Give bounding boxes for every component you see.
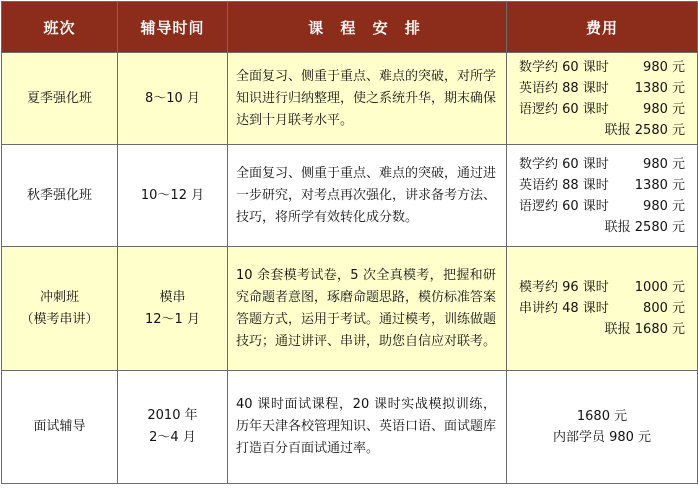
course-desc: 10 余套模考试卷，5 次全真模考，把握和研究命题者意图，琢磨命题思路，模仿标准答案答题方式，运用于考试。通过模考，训练做题技巧；通过讲评、串讲，助您自信应对联考。 (228, 247, 507, 371)
fee-item: 联报 (604, 322, 631, 337)
time-cell (118, 53, 228, 145)
table-row (2, 53, 698, 145)
fee-item: 语逻约 60 课时 (519, 101, 609, 117)
fee-price: 980 元 (643, 101, 685, 117)
time-text: 模串 (159, 289, 186, 305)
fee-line (519, 196, 685, 217)
fee-line: 内部学员 980 元 (552, 430, 652, 445)
class-name: 冲刺班 (39, 289, 79, 305)
time-text: 2～4 月 (149, 430, 196, 445)
class-name: 面试辅导 (33, 419, 86, 434)
time-cell (118, 145, 228, 247)
fee-price: 1380 元 (634, 177, 685, 193)
time-cell (118, 247, 228, 371)
class-name-cell (2, 247, 118, 371)
time-text: 10～12 月 (140, 187, 205, 203)
fee-price: 980 元 (643, 156, 685, 172)
class-name-cell (2, 371, 118, 484)
fee-item: 串讲约 48 课时 (519, 301, 609, 316)
fee-cell (507, 247, 698, 371)
course-desc: 全面复习、侧重于重点、难点的突破，通过进一步研究，对考点再次强化，讲求备考方法、技巧，将所学有效转化成分数。 (228, 145, 507, 247)
fee-line (519, 298, 685, 319)
fee-line (519, 120, 685, 141)
fee-price: 980 元 (643, 198, 685, 214)
fee-cell (507, 53, 698, 145)
time-cell (118, 371, 228, 484)
fee-price: 2580 元 (634, 219, 685, 235)
class-name-sub: （模考串讲） (20, 311, 99, 327)
fee-cell (507, 145, 698, 247)
class-name-cell (2, 145, 118, 247)
header-time: 辅导时间 (118, 2, 228, 53)
time-text: 2010 年 (147, 408, 198, 423)
header-fee: 费用 (507, 2, 698, 53)
course-desc: 全面复习、侧重于重点、难点的突破，对所学知识进行归纳整理，使之系统升华，期末确保达到十月联考水平。 (228, 53, 507, 145)
fee-item: 模考约 96 课时 (519, 280, 609, 295)
fee-line: 1680 元 (576, 409, 628, 424)
class-name: 秋季强化班 (26, 187, 92, 203)
class-name: 夏季强化班 (26, 90, 92, 106)
fee-price: 1380 元 (634, 80, 685, 96)
time-text: 8～10 月 (145, 90, 200, 106)
fee-item: 联报 (604, 122, 631, 138)
fee-line (519, 57, 685, 78)
header-class: 班次 (2, 2, 118, 53)
course-desc: 40 课时面试课程，20 课时实战模拟训练，历年天津各校管理知识、英语口语、面试题库打造百分百面试通过率。 (228, 371, 507, 484)
fee-item: 数学约 60 课时 (519, 156, 609, 172)
fee-item: 语逻约 60 课时 (519, 198, 609, 214)
time-text: 12～1 月 (145, 311, 200, 327)
header-course: 课 程 安 排 (228, 2, 507, 53)
fee-line (519, 78, 685, 99)
fee-item: 数学约 60 课时 (519, 59, 609, 75)
table-row (2, 371, 698, 484)
fee-price: 800 元 (643, 301, 685, 316)
fee-price: 980 元 (643, 59, 685, 75)
fee-price: 1680 元 (634, 322, 685, 337)
fee-cell (507, 371, 698, 484)
fee-line (519, 175, 685, 196)
fee-line (519, 99, 685, 120)
fee-item: 英语约 88 课时 (519, 177, 609, 193)
header-row (2, 2, 698, 53)
fee-line (519, 217, 685, 238)
fee-price: 2580 元 (634, 122, 685, 138)
course-schedule-table (1, 1, 698, 484)
table-row (2, 247, 698, 371)
fee-item: 联报 (604, 219, 631, 235)
fee-line (519, 319, 685, 340)
fee-line (519, 277, 685, 298)
fee-item: 英语约 88 课时 (519, 80, 609, 96)
class-name-cell (2, 53, 118, 145)
table-row (2, 145, 698, 247)
fee-price: 1000 元 (634, 280, 685, 295)
fee-line (519, 154, 685, 175)
